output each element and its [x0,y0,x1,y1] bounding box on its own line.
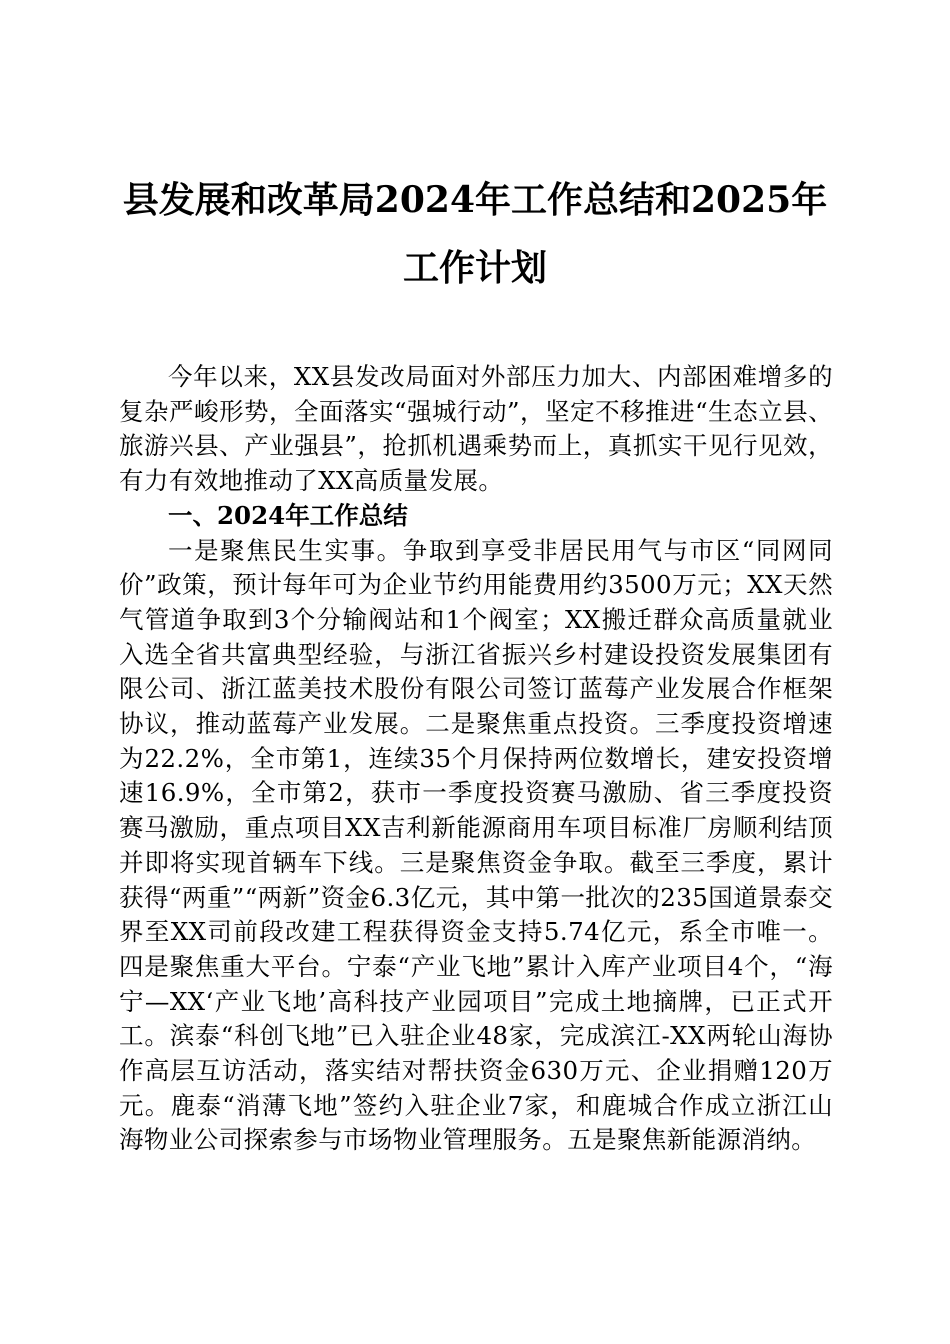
document-body [119,360,833,1158]
intro-paragraph: 今年以来，XX县发改局面对外部压力加大、内部困难增多的复杂严峻形势，全面落实“强城行动”，坚定不移推进“生态立县、旅游兴县、产业强县”，抢抓机遇乘势而上，真抓实干见行见效，有力有效地推动了XX高质量发展。 [119,362,833,496]
section-heading: 一、2024年工作总结 [168,500,408,530]
document-title: 县发展和改革局2024年工作总结和2025年工作计划 [122,179,828,289]
section-paragraph: 一是聚焦民生实事。争取到享受非居民用气与市区“同网同价”政策，预计每年可为企业节约用能费用约3500万元；XX天然气管道争取到3个分输阀站和1个阀室；XX搬迁群众高质量就业入选全省共富典型经验，与浙江省振兴乡村建设投资发展集团有限公司、浙江蓝美技术股份有限公司签订蓝莓产业发展合作框架协议，推动蓝莓产业发展。二是聚焦重点投资。三季度投资增速为22.2%，全市第1，连续35个月保持两位数增长，建安投资增速16.9%，全市第2，获市一季度投资赛马激励、省三季度投资赛马激励，重点项目XX吉利新能源商用车项目标准厂房顺利结顶并即将实现首辆车下线。三是聚焦资金争取。截至三季度，累计获得“两重”“两新”资金6.3亿元，其中第一批次的235国道景泰交界至XX司前段改建工程获得资金支持5.74亿元，系全市唯一。四是聚焦重大平台。宁泰“产业飞地”累计入库产业项目4个，“海宁—XX‘产业飞地’高科技产业园项目”完成土地摘牌，已正式开工。滨泰“科创飞地”已入驻企业48家，完成滨江-XX两轮山海协作高层互访活动，落实结对帮扶资金630万元、企业捐赠120万元。鹿泰“消薄飞地”签约入驻企业7家，和鹿城合作成立浙江山海物业公司探索参与市场物业管理服务。五是聚焦新能源消纳。 [119,535,833,1155]
